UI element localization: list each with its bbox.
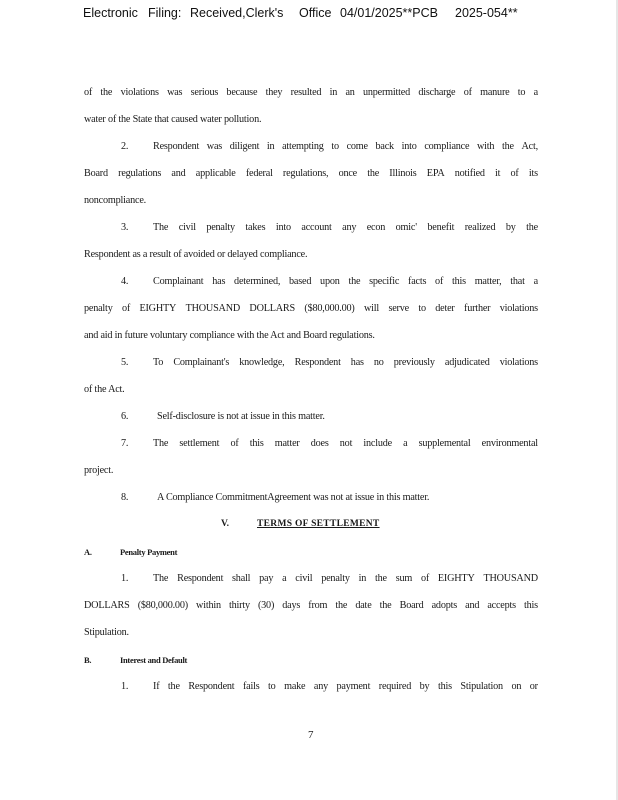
body-line: [84, 600, 538, 612]
body-line: [84, 114, 538, 126]
paragraph-number: 3.: [121, 222, 129, 233]
word: DOLLARS: [249, 303, 295, 314]
paragraph-number: 2.: [121, 141, 129, 152]
word: benefit: [427, 222, 455, 233]
header-case-number: 2025-054**: [455, 6, 518, 20]
word: to: [331, 141, 339, 152]
word: a: [282, 573, 287, 584]
word: Act,: [521, 141, 538, 152]
word: required: [378, 681, 412, 692]
word: with: [476, 141, 495, 152]
word: payment: [336, 681, 371, 692]
section-heading: [221, 518, 380, 530]
word: The: [153, 438, 169, 449]
word: not: [339, 438, 353, 449]
word: of: [435, 276, 444, 287]
word: federal: [245, 168, 273, 179]
word: penalty: [206, 222, 235, 233]
word: diligent: [229, 141, 260, 152]
word: on: [511, 681, 522, 692]
word: of: [510, 168, 519, 179]
word: into: [275, 222, 291, 233]
section-roman-numeral: V.: [221, 519, 230, 529]
text-line: [153, 573, 538, 585]
word: further: [464, 303, 491, 314]
word: back: [375, 141, 394, 152]
word: the: [375, 573, 387, 584]
word: determined,: [234, 276, 281, 287]
body-line: [84, 168, 538, 180]
word: upon: [320, 276, 340, 287]
paragraph-number: 4.: [121, 276, 129, 287]
text-line: [84, 303, 538, 315]
word: sum: [395, 573, 413, 584]
word: specific: [369, 276, 400, 287]
word: days: [282, 600, 301, 611]
text-line: [153, 681, 538, 693]
word: that: [510, 276, 525, 287]
text-line: and aid in future voluntary compliance with the Act and Board regulations.: [84, 330, 375, 341]
text-line: Self-disclosure is not at issue in this matter.: [157, 411, 325, 422]
word: has: [350, 357, 364, 368]
header-received: Received,Clerk's: [190, 6, 284, 20]
word: the: [100, 87, 113, 98]
word: come: [346, 141, 368, 152]
word: within: [196, 600, 221, 611]
section-title: TERMS OF SETTLEMENT: [257, 519, 380, 529]
subsection-b-p1-line-1: [121, 681, 538, 693]
word: Board: [399, 600, 424, 611]
word: EIGHTY: [139, 303, 177, 314]
text-line: [153, 357, 538, 369]
word: environmental: [481, 438, 538, 449]
word: serious: [190, 87, 219, 98]
word: this: [437, 681, 452, 692]
word: account: [301, 222, 332, 233]
paragraph-number: 7.: [121, 438, 129, 449]
word: accepts: [487, 600, 516, 611]
word: the: [501, 141, 514, 152]
word: in: [266, 141, 275, 152]
word: include: [363, 438, 392, 449]
word: (30): [257, 600, 275, 611]
word: make: [284, 681, 306, 692]
word: and: [171, 168, 186, 179]
text-line: project.: [84, 465, 114, 476]
word: has: [212, 276, 226, 287]
word: facts: [408, 276, 427, 287]
word: adopts: [431, 600, 458, 611]
word: The: [153, 573, 169, 584]
word: notified: [454, 168, 485, 179]
header-electronic: Electronic: [83, 6, 138, 20]
word: thirty: [228, 600, 250, 611]
word: ($80,000.00): [137, 600, 188, 611]
header-date-pcb: 04/01/2025**PCB: [340, 6, 438, 20]
word: fails: [242, 681, 260, 692]
word: the: [335, 600, 348, 611]
text-line: [84, 168, 538, 180]
word: or: [529, 681, 538, 692]
body-line: [84, 195, 538, 207]
word: by: [505, 222, 516, 233]
body-line: [84, 249, 538, 261]
page-number: 7: [308, 729, 314, 741]
word: serve: [388, 303, 409, 314]
word: date: [355, 600, 372, 611]
word: violations: [499, 357, 538, 368]
subsection-a-letter: A.: [84, 547, 92, 557]
paragraph-2-line-1: [121, 141, 538, 153]
text-line: of the Act.: [84, 384, 125, 395]
paragraph-7-line-1: [121, 438, 538, 450]
word: a: [403, 438, 408, 449]
word: the: [367, 168, 380, 179]
word: violations: [120, 87, 159, 98]
word: was: [167, 87, 183, 98]
word: To: [153, 357, 164, 368]
word: Respondent: [153, 141, 200, 152]
word: previously: [393, 357, 435, 368]
word: it: [495, 168, 501, 179]
word: realized: [464, 222, 496, 233]
paragraph-5-line-1: [121, 357, 538, 369]
word: the: [167, 681, 180, 692]
word: civil: [178, 222, 196, 233]
word: by: [419, 681, 430, 692]
word: compliance: [424, 141, 470, 152]
word: of: [121, 303, 131, 314]
word: to: [268, 681, 276, 692]
text-line: [84, 87, 538, 99]
word: of: [230, 438, 239, 449]
word: and: [465, 600, 480, 611]
body-line: [84, 465, 538, 477]
word: penalty: [321, 573, 350, 584]
word: manure: [480, 87, 510, 98]
word: of: [84, 87, 93, 98]
paragraph-6-line-1: [121, 411, 538, 423]
text-line: Respondent as a result of avoided or delayed compliance.: [84, 249, 308, 260]
header-office: Office: [299, 6, 332, 20]
subsection-b-letter: B.: [84, 655, 92, 665]
paragraph-number: 6.: [121, 411, 129, 422]
text-line: [153, 141, 538, 153]
subsection-a-title: Penalty Payment: [120, 547, 178, 557]
word: matter: [274, 438, 300, 449]
paragraph-4-line-1: [121, 276, 538, 288]
word: adjudicated: [444, 357, 490, 368]
word: ($80,000.00): [304, 303, 355, 314]
word: was: [206, 141, 223, 152]
word: THOUSAND: [185, 303, 241, 314]
word: settlement: [179, 438, 220, 449]
word: an: [345, 87, 355, 98]
word: of: [463, 87, 472, 98]
word: Respondent: [188, 681, 235, 692]
word: because: [226, 87, 258, 98]
text-line: [153, 222, 538, 234]
word: pay: [259, 573, 274, 584]
header-filing: Filing:: [148, 6, 182, 20]
word: Respondent: [294, 357, 341, 368]
word: discharge: [418, 87, 456, 98]
word: resulted: [290, 87, 322, 98]
text-line: A Compliance CommitmentAgreement was not at issue in this matter.: [157, 492, 430, 503]
word: EIGHTY: [437, 573, 475, 584]
text-line: [84, 600, 538, 612]
word: Illinois: [389, 168, 417, 179]
subsection-a-p1-line-1: [121, 573, 538, 585]
word: into: [401, 141, 417, 152]
body-line: [84, 87, 538, 99]
paragraph-number: 8.: [121, 492, 129, 503]
word: unpermitted: [362, 87, 411, 98]
word: regulations: [118, 168, 162, 179]
word: matter,: [474, 276, 502, 287]
text-line: noncompliance.: [84, 195, 146, 206]
word: applicable: [195, 168, 236, 179]
word: The: [153, 222, 169, 233]
word: Respondent: [177, 573, 224, 584]
word: knowledge,: [239, 357, 285, 368]
word: in: [358, 573, 367, 584]
body-line: [84, 384, 538, 396]
word: econ: [366, 222, 386, 233]
subsection-b-title: Interest and Default: [120, 655, 188, 665]
word: If: [153, 681, 160, 692]
word: this: [249, 438, 264, 449]
word: its: [528, 168, 538, 179]
word: will: [364, 303, 380, 314]
word: Board: [84, 168, 108, 179]
body-line: [84, 303, 538, 315]
text-line: Stipulation.: [84, 627, 129, 638]
word: this: [524, 600, 538, 611]
word: Stipulation: [460, 681, 503, 692]
word: a: [533, 87, 538, 98]
word: Complainant: [153, 276, 204, 287]
paragraph-8-line-1: [121, 492, 538, 504]
word: does: [310, 438, 329, 449]
word: EPA: [426, 168, 445, 179]
body-line: [84, 627, 538, 639]
word: violations: [499, 303, 538, 314]
word: the: [379, 600, 392, 611]
word: a: [533, 276, 538, 287]
word: based: [289, 276, 312, 287]
word: THOUSAND: [483, 573, 538, 584]
word: to: [517, 87, 526, 98]
paragraph-3-line-1: [121, 222, 538, 234]
word: civil: [295, 573, 313, 584]
word: any: [342, 222, 357, 233]
word: this: [451, 276, 466, 287]
paragraph-number: 1.: [121, 681, 129, 692]
word: any: [313, 681, 328, 692]
word: takes: [245, 222, 266, 233]
word: shall: [232, 573, 251, 584]
word: supplemental: [418, 438, 471, 449]
word: they: [265, 87, 283, 98]
word: in: [329, 87, 338, 98]
word: from: [308, 600, 328, 611]
word: penalty: [84, 303, 113, 314]
word: attempting: [282, 141, 324, 152]
word: once: [338, 168, 357, 179]
paragraph-number: 5.: [121, 357, 129, 368]
word: of: [420, 573, 430, 584]
word: DOLLARS: [84, 600, 130, 611]
body-line: [84, 330, 538, 342]
text-line: [153, 438, 538, 450]
word: Complainant's: [173, 357, 230, 368]
word: the: [348, 276, 361, 287]
word: deter: [435, 303, 455, 314]
text-line: water of the State that caused water pollution.: [84, 114, 262, 125]
word: omic': [395, 222, 417, 233]
word: to: [418, 303, 426, 314]
text-line: [153, 276, 538, 288]
word: the: [526, 222, 538, 233]
word: no: [373, 357, 384, 368]
word: regulations,: [282, 168, 329, 179]
paragraph-number: 1.: [121, 573, 129, 584]
